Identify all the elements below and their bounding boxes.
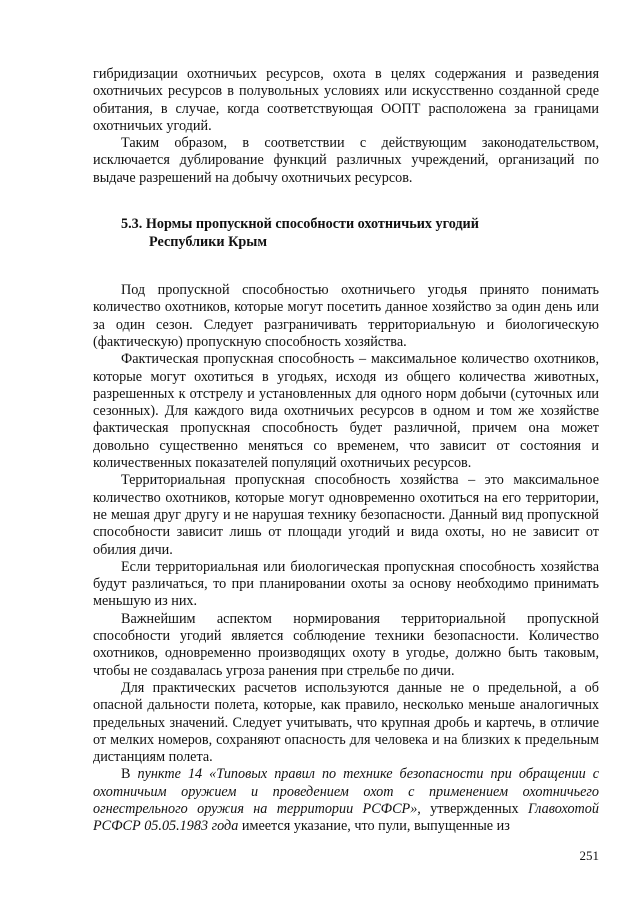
paragraph: Для практических расчетов используются данные не о предельной, а об опасной дальности полета, которые, как правило, несколько меньше аналогичных предельных значений. Следует учитывать, что крупная дробь и картечь, в отличие от мелких номеров, сохраняют опасность для человека и на близких к предельным дистанциям полета. — [93, 679, 599, 766]
text-run: имеется указание, что пули, выпущенные из — [238, 818, 510, 835]
paragraph: Важнейшим аспектом нормирования территориальной пропускной способности угодий является соблюдение техники безопасности. Количество охотников, одновременно производящих охоту в угодье, должно быть таковым, чтобы не создавалась угроза ранения при стрельбе по дичи. — [93, 610, 599, 679]
section-heading — [93, 215, 599, 251]
paragraph-continued: гибридизации охотничьих ресурсов, охота в целях содержания и разведения охотничьих ресурсов в полувольных условиях или искусственно созданной среде обитания, в случае, когда соответствующая ООПТ расположена за границами охотничьих угодий. — [93, 66, 599, 134]
page-number: 251 — [579, 848, 599, 863]
paragraph: Территориальная пропускная способность хозяйства – это максимальное количество охотников, которые могут одновременно охотиться на его территории, не мешая друг другу и не нарушая технику безопасности. Данный вид пропускной способности зависит лишь от площади угодий и вида охоты, но не зависит от обилия дичи. — [93, 472, 599, 558]
paragraph: Таким образом, в соответствии с действующим законодательством, исключается дублирование функций различных учреждений, организаций по выдаче разрешений на добычу охотничьих ресурсов. — [93, 135, 599, 186]
authority-italic: Главохотой РСФСР 05.05.1983 года — [93, 800, 599, 835]
paragraph-last — [93, 766, 599, 835]
text-run: , утвержденных — [417, 800, 528, 817]
section-heading-line-1: 5.3. Нормы пропускной способности охотничьих угодий — [121, 216, 479, 233]
text-run: В — [121, 766, 138, 783]
citation-italic: пункте 14 «Типовых правил по технике безопасности при обращении с охотничьим оружием и проведением охот с применением охотничьего огнестрельного оружия на территории РСФСР» — [93, 766, 599, 817]
paragraph: Если территориальная или биологическая пропускная способность хозяйства будут различаться, то при планировании охоты за основу необходимо принимать меньшую из них. — [93, 558, 599, 610]
paragraph: Фактическая пропускная способность – максимальное количество охотников, которые могут охотиться в угодьях, исходя из общего количества животных, разрешенных к отстрелу и установленных для одного норм добычи (суточных или сезонных). Для каждого вида охотничьих ресурсов в одном и том же хозяйстве фактическая пропускная способность будет различной, причем она может довольно существенно меняться со временем, что зависит от состояния и количественных показателей популяций охотничьих ресурсов. — [93, 351, 599, 472]
paragraph: Под пропускной способностью охотничьего угодья принято понимать количество охотников, которые могут посетить данное хозяйство за один день или за один сезон. Следует разграничивать территориальную и биологическую (фактическую) пропускную способность хозяйства. — [93, 282, 599, 350]
section-heading-line-2: Республики Крым — [149, 234, 268, 251]
page-text — [93, 66, 599, 836]
